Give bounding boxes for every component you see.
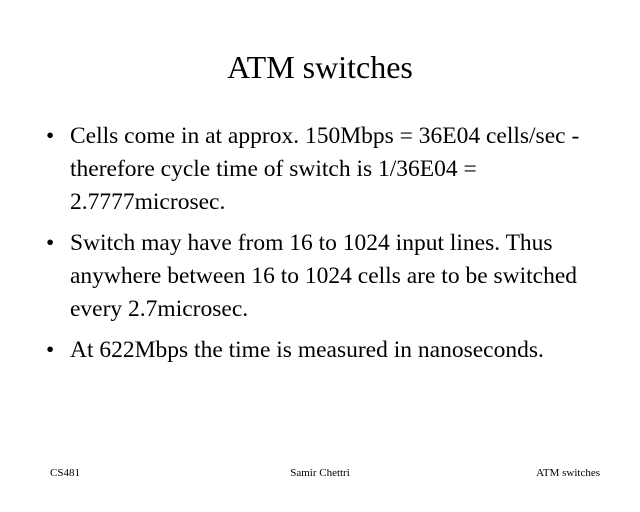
footer-topic: ATM switches — [536, 467, 600, 479]
list-item — [30, 227, 610, 326]
bullet-list — [30, 120, 610, 367]
bullet-point-icon: • — [46, 123, 55, 149]
footer-course-code: CS481 — [50, 467, 80, 479]
list-item — [30, 334, 610, 367]
page-title: ATM switches — [227, 49, 413, 85]
list-item-text: Cells come in at approx. 150Mbps = 36E04 cells/sec - therefore cycle time of switch is 1/36E04 = 2.7777microsec. — [70, 123, 580, 215]
bullet-point-icon: • — [46, 230, 55, 256]
slide-footer — [0, 466, 640, 486]
bullet-point-icon: • — [46, 337, 55, 363]
list-item-text: At 622Mbps the time is measured in nanoseconds. — [70, 337, 544, 363]
list-item-text: Switch may have from 16 to 1024 input lines. Thus anywhere between 16 to 1024 cells are to be switched every 2.7microsec. — [70, 230, 578, 322]
list-item — [30, 120, 610, 219]
slide-body — [30, 120, 610, 375]
footer-author: Samir Chettri — [290, 467, 350, 479]
